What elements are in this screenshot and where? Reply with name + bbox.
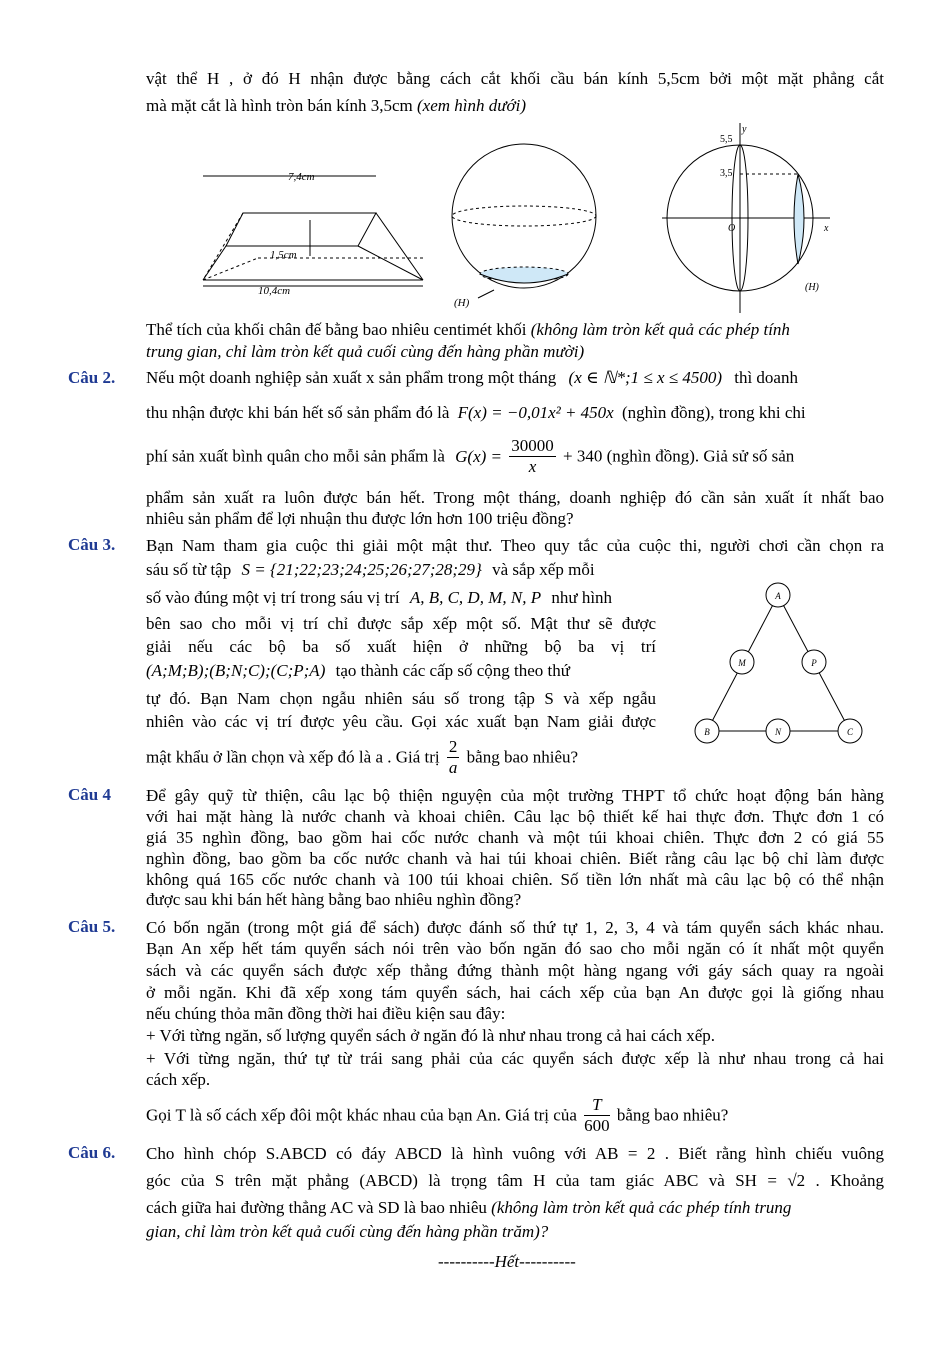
q3-l9a: mật khẩu ở lần chọn và xếp đó là a . Giá trị <box>146 747 440 767</box>
question-label: Câu 4 <box>68 785 111 804</box>
q2-line-5: nhiêu sản phẩm để lợi nhuận thu được lớn hơn 100 triệu đồng? <box>146 509 574 528</box>
sphere-label: (H) <box>454 297 470 309</box>
q4-line-2: với hai mặt hàng là nước chanh và khoai chiên. Câu lạc bộ thiết kế hai thực đơn. Thực đơn 1 có <box>146 807 884 826</box>
q5-line-2: Bạn An xếp hết tám quyển sách nói trên vào bốn ngăn đó sao cho mỗi ngăn có ít nhất một quyển <box>146 939 884 958</box>
axes-x-label: x <box>824 223 829 234</box>
axes-y55-label: 5,5 <box>720 134 733 145</box>
q3-l3b: A, B, C, D, M, N, P <box>409 588 542 607</box>
q2-l3a: phí sản xuất bình quân cho mỗi sản phẩm là <box>146 446 445 466</box>
sphere-cap-bottom <box>480 274 568 283</box>
q3-l9b: bằng bao nhiêu? <box>466 747 579 767</box>
top-dim-label: 7,4cm <box>288 171 315 183</box>
q4-line-1: Để gây quỹ từ thiện, câu lạc bộ thiện nguyện của một trường THPT tổ chức hoạt động bán hàng <box>146 786 884 805</box>
q2-line-1 <box>146 368 798 388</box>
q3-line-9 <box>146 737 578 778</box>
axes-cap <box>794 174 804 264</box>
frustum-hidden-edge <box>203 258 258 280</box>
node-b <box>695 719 719 743</box>
sphere-outline <box>452 144 596 288</box>
intro-line-2b: (xem hình dưới) <box>417 96 526 115</box>
q2-l2a: thu nhận được khi bán hết số sản phẩm đó là <box>146 403 450 422</box>
frustum-figure <box>198 168 438 308</box>
q3-l2b: S = {21;22;23;24;25;26;27;28;29} <box>241 560 482 579</box>
svg-text:A: A <box>775 591 781 601</box>
q5-line-7: + Với từng ngăn, thứ tự từ trái sang phải của các quyển sách được xếp là như nhau trong cả hai <box>146 1049 884 1068</box>
q2-fraction <box>509 436 556 477</box>
bottom-dim-label: 10,4cm <box>258 285 291 297</box>
axes-o-label: O <box>728 223 736 234</box>
q3-line-7: tự đó. Bạn Nam chọn ngẫu nhiên sáu số trong tập S và xếp ngẫu <box>146 689 656 708</box>
q3-l3c: như hình <box>551 588 613 607</box>
q1-tail-c: trung gian, chỉ làm tròn kết quả cuối cùng đến hàng phần mười) <box>146 342 585 361</box>
node-m <box>730 650 754 674</box>
node-a <box>766 583 790 607</box>
q2-l1a: Nếu một doanh nghiệp sản xuất x sản phẩm trong một tháng <box>146 368 557 387</box>
q5-line-6: + Với từng ngăn, số lượng quyển sách ở ngăn đó là như nhau trong cả hai cách xếp. <box>146 1026 716 1045</box>
q3-line-8: nhiên vào các vị trí được yêu cầu. Gọi xác xuất bạn Nam giải được <box>146 712 656 731</box>
q5-l9num: T <box>584 1095 610 1116</box>
q3-line-6 <box>146 661 570 681</box>
q5-l9b: bằng bao nhiêu? <box>616 1105 729 1125</box>
q4-line-3: giá 35 nghìn đồng, bao gồm hai cốc nước chanh và một túi khoai chiên. Thực đơn 2 có giá 55 <box>146 828 884 847</box>
svg-text:C: C <box>846 727 854 737</box>
q2-l3c: + 340 <box>563 446 603 466</box>
q5-l9a: Gọi T là số cách xếp đôi một khác nhau của bạn An. Giá trị của <box>146 1105 577 1125</box>
q4-line-6: được sau khi bán hết hàng bằng bao nhiêu nghìn đồng? <box>146 890 522 909</box>
q5-line-9 <box>146 1095 728 1136</box>
q6-line-4 <box>146 1222 548 1242</box>
q3-l9den: a <box>448 758 458 777</box>
height-label: 1,5cm <box>270 249 297 261</box>
axes-figure <box>660 118 840 318</box>
axes-y35-label: 3,5 <box>720 168 733 179</box>
end-marker: ----------Hết---------- <box>438 1252 576 1271</box>
intro-line-2 <box>146 96 526 116</box>
axes-h-label: (H) <box>805 282 819 293</box>
q2-line-2 <box>146 403 806 423</box>
frustum-top-face <box>226 213 376 246</box>
q3-l6b: tạo thành các cấp số cộng theo thứ <box>335 661 570 680</box>
q2-l3den: x <box>528 457 537 476</box>
q4-line-5: không quá 165 cốc nước chanh và 100 túi khoai chiên. Số tiền lớn nhất mà câu lạc bộ có thể nhận <box>146 870 884 889</box>
node-n <box>766 719 790 743</box>
question-label: Câu 2. <box>68 368 116 387</box>
frustum-edge <box>376 213 423 280</box>
q5-line-8: cách xếp. <box>146 1070 211 1089</box>
q5-line-3: sách và các quyển sách được xếp thẳng đứng thành một hàng ngang với gáy sách quay ra ngoài <box>146 961 884 980</box>
svg-text:P: P <box>811 658 817 668</box>
frustum-edge <box>358 246 423 280</box>
q4-line-4: nghìn đồng, bao gồm ba cốc nước chanh và hai túi khoai chiên. Biết rằng câu lạc bộ chỉ làm được <box>146 849 884 868</box>
intro-line-2a: mà mặt cắt là hình tròn bán kính 3,5cm <box>146 96 413 115</box>
axes-y-label: y <box>742 124 747 135</box>
q3-l3a: số vào đúng một vị trí trong sáu vị trí <box>146 588 400 607</box>
q3-l2a: sáu số từ tập <box>146 560 232 579</box>
q1-tail-line-2 <box>146 342 584 362</box>
q2-l3d: (nghìn đồng). Giả sử số sản <box>606 446 795 466</box>
cap-pointer <box>478 290 494 298</box>
question-label: Câu 3. <box>68 535 116 554</box>
q6-l4: gian, chỉ làm tròn kết quả cuối cùng đến hàng phần trăm)? <box>146 1222 549 1241</box>
q2-line-4: phẩm sản xuất ra luôn được bán hết. Trong một tháng, doanh nghiệp đó cần sản xuất ít nhất bao <box>146 488 884 507</box>
q2-l2b: F(x) = −0,01x² + 450x <box>457 403 614 422</box>
q3-l9num: 2 <box>448 737 458 756</box>
q1-tail-a: Thể tích của khối chân đế bằng bao nhiêu centimét khối <box>146 320 527 339</box>
q2-l1c: thì doanh <box>734 368 798 387</box>
q6-line-3 <box>146 1198 791 1218</box>
q1-tail-b: (không làm tròn kết quả các phép tính <box>530 320 790 339</box>
question-label: Câu 5. <box>68 917 116 936</box>
q3-fraction <box>447 737 460 778</box>
q2-l1b: (x ∈ ℕ*;1 ≤ x ≤ 4500) <box>568 368 722 387</box>
q5-l9den: 600 <box>584 1116 610 1135</box>
question-label: Câu 6. <box>68 1143 116 1162</box>
q6-line-1: Cho hình chóp S.ABCD có đáy ABCD là hình vuông với AB = 2 . Biết rằng hình chiếu vuông <box>146 1144 884 1163</box>
q6-line-2: góc của S trên mặt phẳng (ABCD) là trọng tâm H của tam giác ABC và SH = √2 . Khoảng <box>146 1171 884 1190</box>
svg-text:M: M <box>738 658 746 668</box>
q5-fraction <box>584 1095 610 1136</box>
q2-l3num: 30000 <box>511 436 554 455</box>
q3-line-2 <box>146 560 595 580</box>
node-c <box>838 719 862 743</box>
q5-line-5: nếu chúng thỏa mãn đồng thời hai điều kiện sau đây: <box>146 1004 506 1023</box>
q2-line-3 <box>146 436 794 477</box>
sphere-figure <box>446 140 606 315</box>
q6-l3a: cách giữa hai đường thẳng AC và SD là bao nhiêu <box>146 1198 487 1217</box>
q3-line-4: bên sao cho mỗi vị trí chỉ được sắp xếp một số. Mật thư sẽ được <box>146 614 656 633</box>
intro-line-1: vật thể H , ở đó H nhận được bằng cách cắt khối cầu bán kính 5,5cm bởi một mặt phẳng cắt <box>146 69 884 88</box>
q3-line-5: giải nếu các bộ ba số xuất hiện ở những bộ ba vị trí <box>146 637 656 656</box>
q2-l2c: (nghìn đồng), trong khi chi <box>621 403 806 422</box>
q3-l2c: và sắp xếp mỗi <box>492 560 595 579</box>
svg-text:N: N <box>774 727 782 737</box>
sphere-equator <box>452 206 596 226</box>
triangle-graph <box>690 580 875 745</box>
q6-l3b: (không làm tròn kết quả các phép tính trung <box>491 1198 792 1217</box>
q3-line-1: Bạn Nam tham gia cuộc thi giải một mật thư. Theo quy tắc của cuộc thi, người chơi cần chọn ra <box>146 536 884 555</box>
q3-line-3 <box>146 588 612 608</box>
svg-text:B: B <box>704 727 710 737</box>
q5-line-1: Có bốn ngăn (trong một giá để sách) được đánh số thứ tự 1, 2, 3, 4 và tám quyển sách khác nhau. <box>146 918 884 937</box>
q5-line-4: ở mỗi ngăn. Khi đã xếp xong tám quyển sách, hai cách xếp của bạn An được gọi là giống nhau <box>146 983 884 1002</box>
q1-tail-line-1 <box>146 320 790 340</box>
q3-l6a: (A;M;B);(B;N;C);(C;P;A) <box>146 661 326 680</box>
node-p <box>802 650 826 674</box>
q2-l3b: G(x) = <box>455 446 502 466</box>
